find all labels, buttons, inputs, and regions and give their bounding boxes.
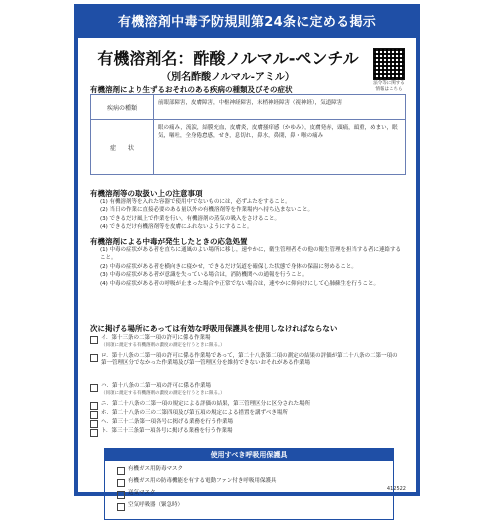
handling-list — [90, 198, 406, 232]
first-aid-heading: 有機溶剤による中毒が発生したときの応急処置 — [90, 237, 248, 246]
list-item: (4) できるだけ有機溶剤等を皮膚にふれないようにすること。 — [100, 224, 253, 231]
sign-header: 有機溶剤中毒予防規則第24条に定める掲示 — [78, 8, 416, 38]
respirator-heading: 使用すべき呼吸用保護具 — [105, 449, 393, 461]
hazard-heading: 有機溶剤により生ずるおそれのある疾病の種類及びその症状 — [90, 85, 293, 94]
hazard-table — [90, 94, 406, 175]
disease-label: 疾病の種類 — [91, 95, 154, 120]
checkbox[interactable] — [90, 402, 98, 410]
sign-frame — [74, 4, 420, 508]
qr-caption: 法令等に関する情報はこちら — [373, 81, 405, 92]
table-row — [91, 95, 406, 120]
table-row — [91, 120, 406, 175]
respirator-item: 有機ガス用防毒マスク — [117, 466, 183, 475]
respirator-item: 送気マスク — [117, 490, 156, 499]
qr-code-icon — [373, 48, 405, 80]
sign-board — [74, 4, 420, 508]
checkbox[interactable] — [90, 384, 98, 392]
handling-heading: 有機溶剤等の取扱い上の注意事項 — [90, 189, 203, 198]
sign-content — [86, 38, 408, 508]
checkbox[interactable] — [90, 429, 98, 437]
checkbox[interactable] — [90, 420, 98, 428]
checkbox[interactable] — [90, 354, 98, 362]
list-item: (3) 中毒の症状がある者が意識を失っている場合は，消防機関への通報を行うこと。 — [100, 272, 308, 279]
location-item: ハ．第十八条の二第一項の許可に係る作業場 （同項に規定する有機溶剤の濃度の測定を行うときに限る。） — [90, 383, 406, 397]
respirator-item: 空気呼吸器（緊急時） — [117, 502, 183, 511]
respirator-location-heading: 次に掲げる場所にあっては有効な呼吸用保護具を使用しなければならない — [90, 324, 338, 333]
location-item: ロ．第十八条の二第一項の許可に係る作業場であって，第二十八条第二項の測定の結果の評価が第二十八条の二第一項の第一管理区分でなかった作業場及び第一管理区分を維持できないおそれがある作業場 — [90, 353, 406, 367]
solvent-title: 有機溶剤名：酢酸ノルマル-ペンチル — [97, 49, 359, 68]
checkbox[interactable] — [90, 411, 98, 419]
disease-value: 前眼部障害，皮膚障害，中枢神経障害，末梢神経障害（視神経），気道障害 — [154, 95, 406, 120]
checkbox[interactable] — [117, 503, 125, 511]
location-item: イ．第十三条の二第一項の許可に係る作業場 （同項に規定する有機溶剤の濃度の測定を行うときに限る。） — [90, 335, 406, 349]
list-item: (1) 中毒の症状がある者を直ちに通風のよい場所に移し，速やかに，衛生管理者その他の衛生管理を担当する者に連絡すること。 — [100, 247, 402, 262]
checkbox[interactable] — [117, 467, 125, 475]
qr-code[interactable] — [372, 48, 406, 93]
checkbox[interactable] — [117, 491, 125, 499]
list-item: (4) 中毒の症状がある者の呼吸が止まった場合や正常でない場合は，速やかに仰向けにして心肺蘇生を行うこと。 — [100, 280, 380, 287]
list-item: (2) 当日の作業に直接必要のある量以外の有機溶剤等を作業場内へ持ち込まないこと。 — [100, 207, 314, 214]
respirator-item: 有機ガス用の防毒機能を有する電動ファン付き呼吸用保護具 — [117, 478, 276, 487]
list-item: (1) 有機溶剤等を入れた容器で使用中でないものには，必ずふたをすること。 — [100, 199, 291, 205]
solvent-alias: （別名酢酸ノルマル-アミル） — [161, 72, 295, 83]
location-item: ヘ．第三十二条第一項各号に掲げる業務を行う作業場 — [90, 419, 406, 428]
checkbox[interactable] — [90, 336, 98, 344]
location-item: ト．第三十三条第一項各号に掲げる業務を行う作業場 — [90, 428, 406, 437]
location-item: ニ．第二十八条の二第一項の規定による評価の結果，第三管理区分に区分された場所 — [90, 401, 406, 410]
first-aid-list — [90, 246, 406, 288]
location-item: ホ．第二十八条の三の二第四項及び第五項の規定による措置を講ずべき場所 — [90, 410, 406, 419]
checkbox[interactable] — [117, 479, 125, 487]
list-item: (2) 中毒の症状がある者を横向きに寝かせ，できるだけ気道を確保した状態で身体の保温に努めること。 — [100, 263, 357, 270]
symptom-label: 症 状 — [91, 120, 154, 175]
respirator-box — [104, 448, 394, 520]
list-item: (3) できるだけ風上で作業を行い，有機溶剤の蒸気の吸入をさけること。 — [100, 215, 281, 222]
product-code: 412522 — [386, 486, 406, 492]
symptom-value: 眼の痛み，流涙，結膜充血，皮膚炎，皮膚掻痒感（かゆみ），皮膚発赤，頭痛，頭重，めまい，眠気，嘔吐，全身倦怠感，せき，息切れ，鼻水，鼻閉，鼻・喉の痛み — [154, 120, 406, 175]
